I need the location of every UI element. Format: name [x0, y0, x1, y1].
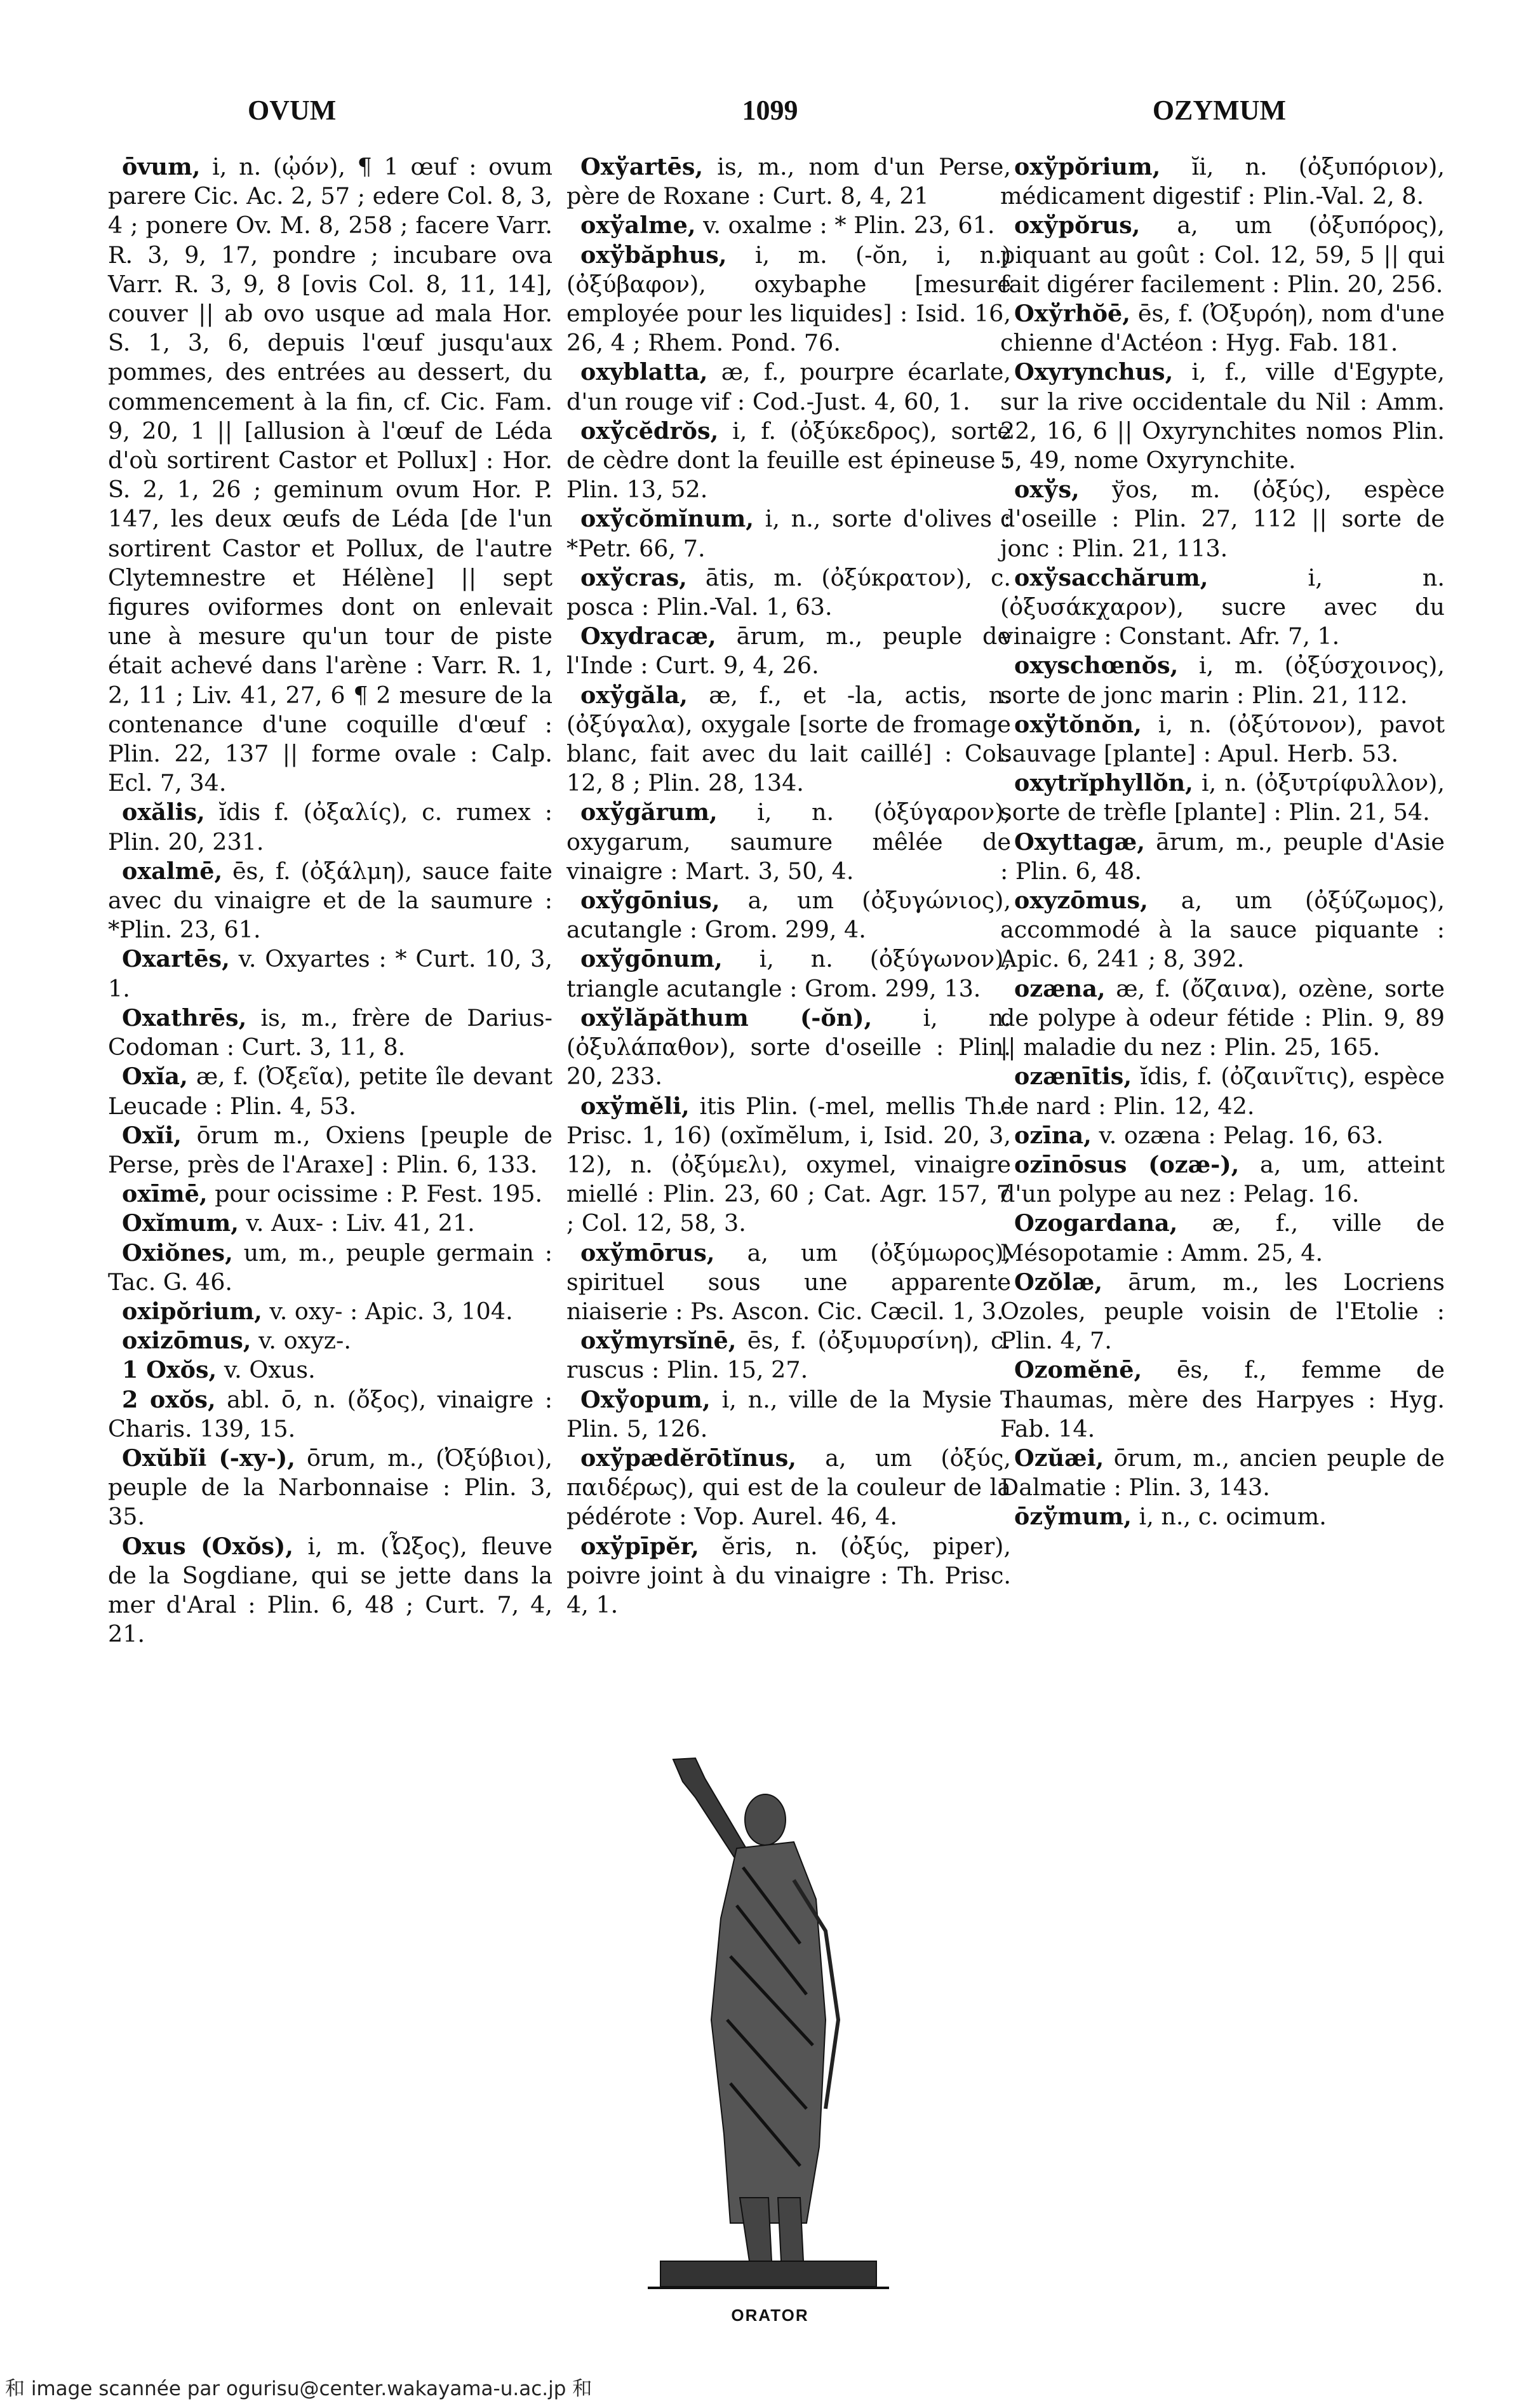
dictionary-entry [108, 152, 552, 798]
dictionary-entry [1000, 710, 1445, 769]
entry-definition: i, n., sorte d'olives : *Petr. 66, 7. [566, 505, 1011, 562]
entry-definition: ĭdis, f. (ὀζαινῖτις), espèce de nard : Plin. 12, 42. [1000, 1063, 1445, 1120]
entry-definition: a, um, atteint d'un polype au nez : Pelag. 16. [1000, 1150, 1445, 1208]
dictionary-entry [1000, 358, 1445, 475]
dictionary-entry [566, 504, 1011, 563]
entry-headword: oxўgărum, [580, 798, 718, 826]
entry-headword: oxўs, [1014, 476, 1080, 504]
entry-definition: ōrum m., Oxiens [peuple de Perse, près de l'Araxe] : Plin. 6, 133. [108, 1121, 553, 1178]
entry-headword: Ozomĕnē, [1014, 1356, 1142, 1384]
entry-definition: i, n. (ὀξυτρίφυλλον), sorte de trèfle [plante] : Plin. 21, 54. [1000, 769, 1445, 826]
entry-headword: oxytrĭphyllŏn, [1014, 769, 1193, 797]
entry-definition: v. Oxus. [224, 1356, 316, 1384]
entry-headword: oxўpīpĕr, [580, 1532, 699, 1560]
entry-headword: oxўcras, [580, 563, 687, 591]
entry-definition: æ, f., et -la, actis, n. (ὀξύγαλα), oxygale [sorte de fromage blanc, fait avec du lait caillé] : Col. 12, 8 ; Plin. 28, 134. [566, 681, 1011, 797]
entry-headword: oxўlăpăthum (-ŏn), [580, 1004, 873, 1032]
dictionary-entry [108, 1239, 552, 1297]
dictionary-entry [566, 211, 1011, 240]
entry-definition: v. oxy- : Apic. 3, 104. [269, 1297, 513, 1325]
entry-definition: v. Oxyartes : * Curt. 10, 3, 1. [108, 945, 552, 1002]
entry-headword: Oxĭa, [122, 1063, 188, 1091]
entry-definition: æ, f., ville de Mésopotamie : Amm. 25, 4. [1000, 1209, 1445, 1267]
dictionary-entry [108, 1297, 552, 1326]
entry-headword: 1 Oxŏs, [122, 1356, 217, 1384]
entry-headword: oxўgăla, [580, 681, 688, 709]
entry-definition: a, um (ὀξύς, παιδέρως), qui est de la couleur de la pédérote : Vop. Aurel. 46, 4. [566, 1444, 1011, 1531]
entry-definition: i, n. (ὀξύγαρον), oxygarum, saumure mêlée de vinaigre : Mart. 3, 50, 4. [566, 798, 1011, 885]
entry-definition: i, m. (-ŏn, i, n.) (ὀξύβαφον), oxybaphe [mesure employée pour les liquides] : Isid. 16, 26, 4 ; Rhem. Pond. 76. [566, 241, 1011, 357]
dictionary-entry [1000, 1502, 1445, 1531]
entry-definition: i, n. (ᾠόν), ¶ 1 œuf : ovum parere Cic. Ac. 2, 57 ; edere Col. 8, 3, 4 ; ponere Ov. M. 8, 258 ; facere Varr. R. 3, 9, 17, pondre ; incubare ova Varr. R. 3, 9, 8 [ovis Col. 8, 11, 14], couver || ab ovo usque ad mala Hor. S. 1, 3, 6, depuis l'œuf jusqu'aux pommes, des entrées au dessert, du commencement à la fin, cf. Cic. Fam. 9, 20, 1 || [allusion à l'œuf de Léda d'où sortirent Castor et Pollux] : Hor. S. 2, 1, 26 ; geminum ovum Hor. P. 147, les deux œufs de Léda [de l'un sortirent Castor et Pollux, de l'autre Clytemnestre et Hélène] || sept figures oviformes dont on enlevait une à mesure qu'un tour de piste était achevé dans l'arène : Varr. R. 1, 2, 11 ; Liv. 41, 27, 6 ¶ 2 mesure de la contenance d'une coquille d'œuf : Plin. 22, 137 || forme ovale : Calp. Ecl. 7, 34. [108, 153, 552, 797]
entry-definition: i, m. (Ὦξος), fleuve de la Sogdiane, qui se jette dans la mer d'Aral : Plin. 6, 48 ; Curt. 7, 4, 21. [108, 1532, 553, 1648]
dictionary-entry [108, 1004, 552, 1062]
entry-definition: ēs, f. (Ὀξυρόη), nom d'une chienne d'Actéon : Hyg. Fab. 181. [1000, 300, 1445, 357]
entry-definition: æ, f., pourpre écarlate, d'un rouge vif : Cod.-Just. 4, 60, 1. [566, 358, 1011, 415]
entry-definition: i, f. (ὀξύκεδρος), sorte de cèdre dont la feuille est épineuse : Plin. 13, 52. [566, 417, 1011, 504]
dictionary-entry [108, 857, 552, 945]
page-header [0, 94, 1540, 138]
dictionary-entry [108, 1209, 552, 1238]
dictionary-entry [1000, 299, 1445, 358]
entry-definition: ēs, f., femme de Thaumas, mère des Harpyes : Hyg. Fab. 14. [1000, 1356, 1445, 1442]
dictionary-entry [1000, 974, 1445, 1063]
dictionary-entry [566, 1326, 1011, 1385]
dictionary-entry [1000, 651, 1445, 709]
entry-definition: v. ozæna : Pelag. 16, 63. [1099, 1121, 1384, 1149]
entry-definition: pour ocissime : P. Fest. 195. [215, 1180, 543, 1208]
entry-definition: ўos, m. (ὀξύς), espèce d'oseille : Plin. 27, 112 || sorte de jonc : Plin. 21, 113. [1000, 476, 1445, 562]
entry-headword: ozīna, [1014, 1121, 1092, 1149]
dictionary-entry [1000, 1444, 1445, 1502]
entry-headword: ozænītis, [1014, 1063, 1132, 1091]
scan-credit: 和 image scannée par ogurisu@center.wakayama-u.ac.jp 和 [5, 2377, 593, 2400]
dictionary-entry [566, 358, 1011, 416]
entry-definition: a, um (ὀξύζωμος), accommodé à la sauce piquante : Apic. 6, 241 ; 8, 392. [1000, 887, 1445, 973]
dictionary-entry [108, 1179, 552, 1209]
entry-headword: Ozŏlæ, [1014, 1268, 1103, 1296]
entry-headword: Oxyrynchus, [1014, 358, 1174, 386]
dictionary-entry [566, 1385, 1011, 1444]
entry-definition: ĭi, n. (ὀξυπόριον), médicament digestif : Plin.-Val. 2, 8. [1000, 153, 1445, 210]
entry-headword: oxălis, [122, 798, 205, 826]
entry-headword: ōzўmum, [1014, 1503, 1132, 1531]
dictionary-entry [566, 1444, 1011, 1532]
figure-caption: ORATOR [731, 2306, 809, 2325]
running-head-left: OVUM [248, 95, 337, 126]
dictionary-entry [108, 1355, 552, 1385]
entry-headword: ōvum, [122, 153, 201, 180]
dictionary-entry [108, 1385, 552, 1444]
dictionary-entry [108, 944, 552, 1003]
entry-definition: is, m., nom d'un Perse, père de Roxane : Curt. 8, 4, 21 [566, 153, 1011, 210]
entry-headword: oxўgōnius, [580, 887, 720, 915]
entry-definition: a, um (ὀξύμωρος), spirituel sous une apparente niaiserie : Ps. Ascon. Cic. Cæcil. 1, 3. [566, 1239, 1011, 1325]
dictionary-entry [1000, 1209, 1445, 1267]
entry-definition: abl. ō, n. (ὄξος), vinaigre : Charis. 139, 15. [108, 1385, 553, 1442]
entry-headword: Oxўartēs, [580, 153, 704, 180]
dictionary-entry [1000, 886, 1445, 974]
entry-definition: ēs, f. (ὀξυμυρσίνη), c. ruscus : Plin. 15, 27. [566, 1327, 1011, 1384]
orator-illustration [635, 1753, 902, 2299]
dictionary-column-1 [108, 152, 552, 1649]
dictionary-entry [108, 1121, 552, 1179]
entry-definition: æ, f. (Ὀξεῖα), petite île devant Leucade : Plin. 4, 53. [108, 1063, 552, 1120]
entry-headword: oxyzōmus, [1014, 887, 1148, 915]
entry-definition: ātis, m. (ὀξύκρατον), c. posca : Plin.-Val. 1, 63. [566, 563, 1012, 621]
entry-definition: v. oxyz-. [258, 1327, 351, 1355]
entry-definition: ĕris, n. (ὀξύς, piper), poivre joint à du vinaigre : Th. Prisc. 4, 1. [566, 1532, 1011, 1618]
dictionary-entry [108, 1444, 552, 1532]
entry-definition: i, n., ville de la Mysie : Plin. 5, 126. [566, 1385, 1011, 1442]
entry-headword: ozīnōsus (ozæ-), [1014, 1150, 1240, 1178]
dictionary-entry [108, 798, 552, 856]
entry-definition: i, m. (ὀξύσχοινος), sorte de jonc marin : Plin. 21, 112. [1000, 652, 1445, 709]
entry-definition: ōrum, m., ancien peuple de Dalmatie : Plin. 3, 143. [1000, 1444, 1445, 1502]
entry-headword: Oxathrēs, [122, 1004, 247, 1032]
entry-headword: oxўpŏrium, [1014, 153, 1161, 180]
entry-headword: oxўalme, [580, 212, 696, 239]
running-head-right: OZYMUM [1152, 95, 1286, 126]
dictionary-entry [1000, 1268, 1445, 1356]
page-number: 1099 [742, 95, 798, 126]
entry-headword: Oxўopum, [580, 1385, 711, 1413]
dictionary-entry [566, 886, 1011, 944]
entry-definition: is, m., frère de Darius-Codoman : Curt. 3, 11, 8. [108, 1004, 552, 1061]
dictionary-entry [1000, 475, 1445, 563]
dictionary-entry [1000, 1062, 1445, 1120]
entry-headword: oxўmyrsĭnē, [580, 1327, 737, 1355]
dictionary-entry [1000, 211, 1445, 299]
entry-definition: ārum, m., peuple de l'Inde : Curt. 9, 4, 26. [566, 622, 1011, 680]
dictionary-entry [566, 798, 1011, 886]
dictionary-entry [566, 1532, 1011, 1620]
dictionary-entry [566, 241, 1011, 358]
entry-definition: i, n. (ὀξύτονον), pavot sauvage [plante] : Apul. Herb. 53. [1000, 710, 1445, 768]
dictionary-entry [566, 1092, 1011, 1239]
entry-headword: oxўgōnum, [580, 945, 723, 973]
entry-headword: oxўcĕdrŏs, [580, 417, 719, 445]
dictionary-entry [1000, 1355, 1445, 1444]
entry-definition: i, f., ville d'Egypte, sur la rive occidentale du Nil : Amm. 22, 16, 6 || Oxyrynchites nomos Plin. 5, 49, nome Oxyrynchite. [1000, 358, 1445, 474]
entry-definition: itis Plin. (-mel, mellis Th.-Prisc. 1, 16) (oxĭmĕlum, i, Isid. 20, 3, 12), n. (ὀξύμελι), oxymel, vinaigre miellé : Plin. 23, 60 ; Cat. Agr. 157, 7 ; Col. 12, 58, 3. [566, 1092, 1011, 1237]
entry-headword: oxīmē, [122, 1180, 208, 1208]
dictionary-entry [566, 681, 1011, 798]
dictionary-entry [1000, 1150, 1445, 1209]
dictionary-entry [566, 152, 1011, 211]
entry-definition: um, m., peuple germain : Tac. G. 46. [108, 1239, 552, 1296]
entry-headword: Oxўrhŏē, [1014, 300, 1130, 328]
entry-headword: oxipŏrium, [122, 1297, 262, 1325]
entry-headword: Oxus (Oxŏs), [122, 1532, 293, 1560]
dictionary-entry [566, 417, 1011, 505]
dictionary-entry [1000, 1121, 1445, 1150]
dictionary-entry [1000, 152, 1445, 211]
entry-definition: a, um (ὀξυπόρος), piquant au goût : Col. 12, 59, 5 || qui fait digérer facilement : Plin. 20, 256. [1000, 212, 1445, 298]
dictionary-entry [1000, 563, 1445, 652]
dictionary-entry [566, 1004, 1011, 1092]
entry-definition: ārum, m., les Locriens Ozoles, peuple voisin de l'Etolie : Plin. 4, 7. [1000, 1268, 1445, 1355]
entry-definition: ōrum, m., (Ὀξύβιοι), peuple de la Narbonnaise : Plin. 3, 35. [108, 1444, 552, 1531]
entry-headword: oxyschœnŏs, [1014, 652, 1179, 680]
dictionary-entry [566, 1239, 1011, 1327]
dictionary-entry [108, 1062, 552, 1120]
dictionary-entry [108, 1326, 552, 1355]
dictionary-entry [108, 1532, 552, 1650]
entry-definition: ēs, f. (ὀξάλμη), sauce faite avec du vinaigre et de la saumure : *Plin. 23, 61. [108, 857, 552, 944]
entry-definition: v. oxalme : * Plin. 23, 61. [703, 212, 995, 239]
entry-headword: oxўmōrus, [580, 1239, 715, 1267]
entry-definition: i, n. (ὀξύγωνον), triangle acutangle : Grom. 299, 13. [566, 945, 1011, 1002]
entry-headword: oxўpædĕrōtĭnus, [580, 1444, 796, 1472]
dictionary-entry [566, 944, 1011, 1003]
orator-statue-image [635, 1753, 902, 2299]
entry-headword: oxyblatta, [580, 358, 708, 386]
entry-headword: Oxartēs, [122, 945, 230, 973]
entry-definition: v. Aux- : Liv. 41, 21. [246, 1209, 475, 1237]
entry-headword: Oxyttagæ, [1014, 828, 1145, 856]
entry-definition: æ, f. (ὄζαινα), ozène, sorte de polype à odeur fétide : Plin. 9, 89 || maladie du nez : Plin. 25, 165. [1000, 974, 1445, 1061]
dictionary-column-3 [1000, 152, 1445, 1532]
entry-headword: oxizōmus, [122, 1327, 251, 1355]
entry-definition: i, n. (ὀξυλάπαθον), sorte d'oseille : Plin. 20, 233. [566, 1004, 1011, 1091]
entry-headword: Oxŭbĭi (-xy-), [122, 1444, 295, 1472]
entry-headword: Oxĭmum, [122, 1209, 239, 1237]
entry-headword: oxўpŏrus, [1014, 212, 1141, 239]
entry-headword: oxalmē, [122, 857, 223, 885]
entry-definition: i, n., c. ocimum. [1139, 1503, 1327, 1531]
entry-headword: Oxĭi, [122, 1121, 182, 1149]
entry-headword: oxўmĕli, [580, 1092, 690, 1120]
dictionary-entry [1000, 828, 1445, 886]
entry-headword: oxўtŏnŏn, [1014, 710, 1142, 738]
entry-definition: ārum, m., peuple d'Asie : Plin. 6, 48. [1000, 828, 1445, 885]
dictionary-column-2 [566, 152, 1011, 1620]
entry-headword: Ozŭæi, [1014, 1444, 1104, 1472]
entry-headword: Oxiŏnes, [122, 1239, 233, 1267]
entry-definition: i, n. (ὀξυσάκχαρον), sucre avec du vinaigre : Constant. Afr. 7, 1. [1000, 563, 1445, 650]
dictionary-entry [566, 563, 1011, 622]
entry-headword: Ozogardana, [1014, 1209, 1178, 1237]
entry-headword: ozæna, [1014, 974, 1106, 1002]
dictionary-entry [566, 622, 1011, 680]
entry-headword: oxўsacchărum, [1014, 563, 1209, 591]
dictionary-entry [1000, 769, 1445, 827]
entry-headword: Oxydracæ, [580, 622, 716, 650]
entry-headword: oxўcŏmĭnum, [580, 505, 754, 533]
entry-definition: ĭdis f. (ὀξαλίς), c. rumex : Plin. 20, 231. [108, 798, 552, 856]
entry-headword: oxўbăphus, [580, 241, 727, 269]
entry-headword: 2 oxŏs, [122, 1385, 216, 1413]
entry-definition: a, um (ὀξυγώνιος), acutangle : Grom. 299, 4. [566, 887, 1011, 944]
